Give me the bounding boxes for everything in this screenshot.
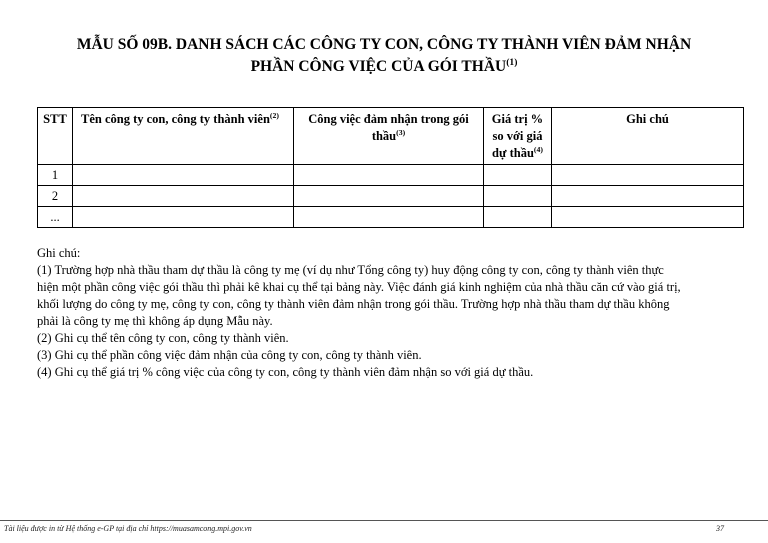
- row-company-name-cell[interactable]: [73, 165, 294, 186]
- row-value-cell[interactable]: [484, 186, 552, 207]
- header-company-name-ref: (2): [269, 110, 279, 120]
- title-footnote-ref: (1): [506, 56, 518, 68]
- row-stt: 2: [38, 186, 73, 207]
- header-value-percent: [484, 108, 552, 165]
- row-stt: 1: [38, 165, 73, 186]
- header-company-name: [73, 108, 294, 165]
- footer-source: Tài liệu được in từ Hệ thống e-GP tại địa chỉ https://muasamcong.mpi.gov.vn: [4, 524, 252, 533]
- page-number: 37: [716, 524, 724, 533]
- note-1-line-2: hiện một phần công việc gói thầu thì phải kê khai cụ thể tại bảng này. Việc đánh giá kinh nghiệm của nhà thầu căn cứ vào giá trị,: [37, 280, 681, 294]
- notes-heading: Ghi chú:: [37, 246, 81, 260]
- header-stt: STT: [38, 108, 73, 165]
- header-value-text-b: so với giá: [492, 129, 543, 143]
- notes-section: [37, 245, 717, 381]
- row-value-cell[interactable]: [484, 165, 552, 186]
- header-assigned-work-ref: (3): [396, 127, 406, 137]
- subsidiary-table: [37, 107, 744, 228]
- title-line-1: MẪU SỐ 09B. DANH SÁCH CÁC CÔNG TY CON, CÔNG TY THÀNH VIÊN ĐẢM NHẬN: [76, 36, 692, 53]
- title-line-2-text: PHẦN CÔNG VIỆC CỦA GÓI THẦU: [250, 58, 507, 75]
- row-note-cell[interactable]: [552, 165, 744, 186]
- note-2: (2) Ghi cụ thể tên công ty con, công ty thành viên.: [37, 331, 289, 345]
- row-note-cell[interactable]: [552, 186, 744, 207]
- table-header-row: [38, 108, 744, 165]
- form-title: [30, 34, 738, 78]
- row-company-name-cell[interactable]: [73, 207, 294, 228]
- header-assigned-work: [294, 108, 484, 165]
- footer-divider: [0, 520, 768, 521]
- row-assigned-work-cell[interactable]: [294, 165, 484, 186]
- note-1-line-4: phải là công ty mẹ thì không áp dụng Mẫu này.: [37, 314, 273, 328]
- header-value-ref: (4): [533, 144, 543, 154]
- title-line-2: [30, 56, 738, 78]
- row-assigned-work-cell[interactable]: [294, 207, 484, 228]
- note-3: (3) Ghi cụ thể phần công việc đảm nhận của công ty con, công ty thành viên.: [37, 348, 422, 362]
- table-row: [38, 207, 744, 228]
- header-value-text-a: Giá trị %: [491, 112, 544, 126]
- row-note-cell[interactable]: [552, 207, 744, 228]
- table-row: [38, 186, 744, 207]
- header-assigned-work-text-b: thầu: [371, 129, 397, 143]
- row-value-cell[interactable]: [484, 207, 552, 228]
- row-company-name-cell[interactable]: [73, 186, 294, 207]
- note-1-line-1: (1) Trường hợp nhà thầu tham dự thầu là công ty mẹ (ví dụ như Tổng công ty) huy động công ty con, công ty thành viên thực: [37, 263, 664, 277]
- row-assigned-work-cell[interactable]: [294, 186, 484, 207]
- row-stt: ...: [38, 207, 73, 228]
- note-1-line-3: khối lượng do công ty mẹ, công ty con, công ty thành viên đảm nhận trong gói thầu. Trường hợp nhà thầu tham dự thầu không: [37, 297, 670, 311]
- header-note: Ghi chú: [552, 108, 744, 165]
- header-assigned-work-text-a: Công việc đảm nhận trong gói: [308, 112, 469, 126]
- table-row: [38, 165, 744, 186]
- header-value-text-c: dự thầu: [492, 146, 534, 160]
- header-company-name-text: Tên công ty con, công ty thành viên: [81, 112, 270, 126]
- note-4: (4) Ghi cụ thể giá trị % công việc của công ty con, công ty thành viên đảm nhận so với giá dự thầu.: [37, 365, 534, 379]
